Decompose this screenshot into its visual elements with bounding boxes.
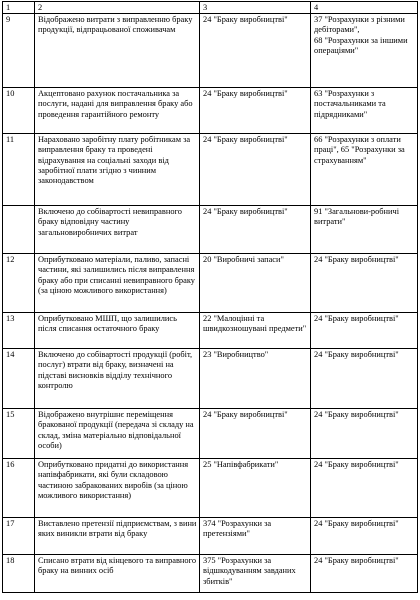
operation-cell: Акцептовано рахунок постачальника за послуги, надані для виправлення браку або проведення гарантійного ремонту [35,88,200,134]
header-cell: 3 [200,2,311,14]
operation-cell: Оприбутковано придатні до використання напівфабрикати, які були складовою частиною забракованих виробів (за ціною можливого використання) [35,459,200,518]
table-row [3,518,418,555]
table-row [3,313,418,349]
header-cell: 2 [35,2,200,14]
operation-cell: Виставлено претензії підприємствам, з вини яких виникли втрати від браку [35,518,200,555]
table-row [3,349,418,409]
credit-cell: 24 "Браку виробництві" [311,349,418,409]
row-number: 18 [3,555,35,593]
row-number: 14 [3,349,35,409]
row-number: 12 [3,254,35,313]
accounting-entries-table [2,1,418,593]
table-row [3,254,418,313]
debit-cell: 23 "Виробництво" [200,349,311,409]
credit-cell: 24 "Браку виробництві" [311,459,418,518]
debit-cell: 24 "Браку виробництві" [200,88,311,134]
operation-cell: Списано втрати від кінцевого та виправного браку на винних осіб [35,555,200,593]
operation-cell: Оприбутковано матеріали, паливо, запасні частини, які залишились після виправлення браку або при списанні невиправного браку (за ціною можливого використання) [35,254,200,313]
debit-cell: 374 "Розрахунки за претензіями" [200,518,311,555]
row-number: 11 [3,134,35,206]
operation-cell: Нараховано заробітну плату робітникам за виправлення браку та проведені відрахування на соціальні заходи від заробітної плати згідно з чинним законодавством [35,134,200,206]
table-row [3,459,418,518]
operation-cell: Відображено витрати з виправленню браку продукції, відпрацьованої споживачам [35,14,200,88]
row-number: 9 [3,14,35,88]
operation-cell: Включено до собівартості невиправного браку відповідну частину загальновиробничих витрат [35,206,200,254]
debit-cell: 22 "Малоцінні та швидкозношувані предмети" [200,313,311,349]
credit-cell: 24 "Браку виробництві" [311,254,418,313]
header-cell: 1 [3,2,35,14]
header-row [3,2,418,14]
table-row [3,206,418,254]
debit-cell: 24 "Браку виробництві" [200,206,311,254]
debit-cell: 25 "Напівфабрикати" [200,459,311,518]
row-number: 16 [3,459,35,518]
credit-cell: 66 "Розрахунки з оплати праці", 65 "Розрахунки за страхуванням" [311,134,418,206]
debit-cell: 24 "Браку виробництві" [200,409,311,459]
row-number: 17 [3,518,35,555]
row-number: 15 [3,409,35,459]
row-number: 13 [3,313,35,349]
credit-cell: 91 "Загальнови-робничі витрати" [311,206,418,254]
credit-cell: 24 "Браку виробництві" [311,518,418,555]
row-number: 10 [3,88,35,134]
debit-cell: 20 "Виробничі запаси" [200,254,311,313]
credit-cell: 24 "Браку виробництві" [311,313,418,349]
header-cell: 4 [311,2,418,14]
credit-cell: 24 "Браку виробництві" [311,555,418,593]
table-row [3,134,418,206]
table-row [3,409,418,459]
table-row [3,555,418,593]
operation-cell: Включено до собівартості продукції (робіт, послуг) втрати від браку, визначені на підставі висновків відділу технічного контролю [35,349,200,409]
debit-cell: 24 "Браку виробництві" [200,14,311,88]
table-row [3,88,418,134]
operation-cell: Оприбутковано МШП, що залишились після списання остаточного браку [35,313,200,349]
debit-cell: 24 "Браку виробництві" [200,134,311,206]
debit-cell: 375 "Розрахунки за відшкодуванням завданих збитків" [200,555,311,593]
credit-cell: 24 "Браку виробництві" [311,409,418,459]
table-row [3,14,418,88]
credit-cell: 37 "Розрахунки з різними дебіторами", 68 "Розрахунки за іншими операціями" [311,14,418,88]
credit-cell: 63 "Розрахунки з постачальниками та підрядниками" [311,88,418,134]
operation-cell: Відображено внутрішнє переміщення бракованої продукції (передача зі складу на склад, зміна матеріально відповідальної особи) [35,409,200,459]
row-number [3,206,35,254]
